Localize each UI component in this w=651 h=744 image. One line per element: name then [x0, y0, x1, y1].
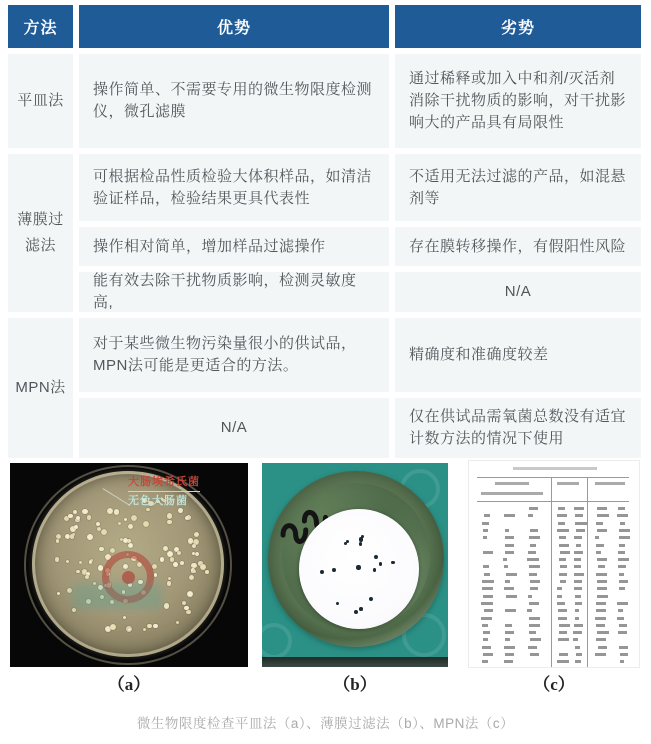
mpn-cell-mark — [619, 573, 624, 576]
filter-colony-dot — [359, 537, 363, 541]
mpn-cell-mark — [557, 587, 562, 590]
colony-dot — [173, 562, 178, 567]
membrane-cons-3-na: N/A — [395, 272, 641, 312]
mpn-cell-mark — [483, 529, 489, 532]
colony-dot — [76, 516, 80, 520]
mpn-header-mark — [557, 482, 579, 485]
mpn-cell-mark — [559, 544, 569, 547]
mpn-cell-mark — [560, 551, 570, 554]
mpn-cell-mark — [529, 536, 541, 539]
header-method: 方法 — [8, 5, 73, 48]
colony-dot — [194, 532, 199, 537]
mpn-cell-mark — [530, 580, 540, 583]
mpn-cell-mark — [573, 638, 578, 641]
colony-dot — [147, 624, 152, 629]
colony-dot — [184, 606, 189, 611]
colony-dot — [87, 515, 92, 520]
colony-dot — [188, 538, 194, 544]
mpn-cell-mark — [557, 514, 567, 517]
mpn-pros-2-na: N/A — [79, 398, 389, 458]
mpn-cell-mark — [596, 544, 605, 547]
mpn-cell-mark — [575, 522, 587, 525]
mpn-cell-mark — [482, 624, 488, 627]
mpn-cell-mark — [596, 551, 601, 554]
mpn-cell-mark — [528, 595, 532, 598]
mpn-cell-mark — [576, 529, 585, 532]
mpn-cell-mark — [598, 565, 605, 568]
colony-dot — [70, 534, 74, 538]
mpn-cell-mark — [504, 514, 515, 517]
mpn-cell-mark — [596, 522, 603, 525]
method-membrane-filtration: 薄膜过滤法 — [8, 154, 73, 312]
mpn-cell-mark — [483, 565, 489, 568]
photo-membrane-filtration — [262, 463, 448, 667]
mpn-cell-mark — [504, 646, 516, 649]
mpn-cell-mark — [595, 653, 606, 656]
mpn-cell-mark — [574, 536, 582, 539]
mpn-cell-mark — [559, 573, 567, 576]
mpn-cell-mark — [527, 558, 539, 561]
mpn-cell-mark — [505, 544, 514, 547]
mpn-cell-mark — [529, 507, 539, 510]
mpn-cell-mark — [557, 595, 562, 598]
colony-annotation — [128, 475, 200, 509]
colony-dot — [123, 616, 126, 619]
colony-dot — [74, 525, 78, 529]
mpn-table-title-mark — [513, 467, 597, 470]
mpn-cell-mark — [505, 638, 511, 641]
colony-dot — [97, 527, 101, 531]
cloth-watermark-ring — [262, 623, 292, 659]
mpn-cell-mark — [483, 536, 487, 539]
mpn-cell-mark — [618, 558, 628, 561]
plate-cons: 通过稀释或加入中和剂/灭活剂消除干扰物质的影响，对干扰影响大的产品具有局限性 — [395, 54, 641, 148]
photo-plate-method — [10, 463, 248, 667]
mpn-cell-mark — [575, 609, 580, 612]
mpn-cell-mark — [619, 580, 628, 583]
header-advantages: 优势 — [79, 5, 389, 48]
colony-dot — [186, 610, 190, 614]
mpn-cell-mark — [481, 602, 493, 605]
mpn-cell-mark — [559, 624, 570, 627]
mpn-cell-mark — [530, 587, 538, 590]
mpn-cell-mark — [530, 529, 538, 532]
mpn-cons-2: 仅在供试品需氧菌总数没有适宜计数方法的情况下使用 — [395, 398, 641, 458]
colony-dot — [99, 547, 104, 552]
mpn-cell-mark — [560, 565, 567, 568]
membrane-cons-1: 不适用无法过滤的产品，如混悬剂等 — [395, 154, 641, 221]
mpn-cell-mark — [504, 565, 509, 568]
mpn-cell-mark — [481, 617, 492, 620]
figure-caption: 微生物限度检查平皿法（a）、薄膜过滤法（b）、MPN法（c） — [136, 716, 515, 731]
colony-dot — [153, 624, 157, 628]
mpn-cell-mark — [574, 587, 582, 590]
figure-label-a: （a） — [107, 675, 151, 694]
mpn-cell-mark — [573, 631, 582, 634]
mpn-cell-mark — [597, 595, 607, 598]
plate-pros: 操作简单、不需要专用的微生物限度检测仪，微孔滤膜 — [79, 54, 389, 148]
mpn-cell-mark — [557, 660, 569, 663]
colony-dot — [205, 570, 209, 574]
mpn-cell-mark — [558, 522, 565, 525]
mpn-cell-mark — [505, 536, 515, 539]
mpn-cell-mark — [482, 660, 488, 663]
mpn-cell-mark — [530, 638, 541, 641]
mpn-cell-mark — [506, 573, 518, 576]
colony-dot — [131, 515, 137, 521]
mpn-cell-mark — [597, 529, 608, 532]
colony-dot — [167, 520, 172, 525]
mpn-cell-mark — [558, 617, 568, 620]
mpn-cell-mark — [559, 631, 567, 634]
mpn-cell-mark — [620, 522, 625, 525]
mpn-table-rule — [477, 501, 629, 502]
mpn-cell-mark — [574, 573, 584, 576]
mpn-cell-mark — [574, 580, 582, 583]
mpn-cell-mark — [575, 514, 583, 517]
membrane-pros-3: 能有效去除干扰物质影响，检测灵敏度高, — [79, 272, 389, 312]
mpn-cell-mark — [575, 646, 580, 649]
filter-colony-dot — [359, 607, 363, 611]
mpn-cell-mark — [617, 617, 624, 620]
mpn-cell-mark — [617, 514, 628, 517]
membrane-cons-2: 存在膜转移操作，有假阳性风险 — [395, 227, 641, 266]
mpn-cell-mark — [529, 631, 536, 634]
colony-dot — [164, 603, 169, 608]
mpn-cell-mark — [597, 631, 609, 634]
mpn-cell-mark — [595, 617, 606, 620]
mpn-cell-mark — [597, 507, 607, 510]
method-comparison-table — [8, 5, 641, 458]
mpn-cell-mark — [558, 507, 566, 510]
colony-dot — [163, 546, 168, 551]
mpn-cell-mark — [597, 514, 609, 517]
mpn-cell-mark — [482, 522, 489, 525]
mpn-cell-mark — [529, 602, 539, 605]
mpn-cell-mark — [530, 544, 536, 547]
colony-dot — [154, 573, 158, 577]
mpn-cell-mark — [530, 653, 540, 656]
mpn-cell-mark — [505, 580, 510, 583]
mpn-cell-mark — [575, 602, 583, 605]
mpn-cell-mark — [618, 609, 623, 612]
mpn-cell-mark — [559, 653, 568, 656]
mpn-cell-mark — [576, 653, 582, 656]
mpn-cell-mark — [504, 660, 513, 663]
mpn-cell-mark — [598, 646, 607, 649]
colony-dot — [192, 552, 195, 555]
colony-dot — [89, 560, 93, 564]
mpn-cell-mark — [506, 595, 517, 598]
mpn-cell-mark — [596, 609, 606, 612]
mpn-table-rule — [477, 477, 629, 478]
mpn-cell-mark — [484, 609, 494, 612]
filter-colony-dot — [356, 565, 360, 569]
colony-dot — [87, 534, 93, 540]
annotation-colorless-label: 无色大肠菌 — [128, 495, 188, 507]
mpn-cell-mark — [619, 536, 630, 539]
mpn-cell-mark — [559, 536, 566, 539]
mpn-cell-mark — [559, 558, 566, 561]
mpn-cell-mark — [505, 631, 515, 634]
mpn-pros-1: 对于某些微生物污染量很小的供试品，MPN法可能是更适合的方法。 — [79, 318, 389, 392]
mpn-cell-mark — [528, 646, 538, 649]
filter-colony-dot — [354, 610, 358, 614]
mpn-cell-mark — [529, 617, 540, 620]
mpn-cell-mark — [595, 536, 599, 539]
mpn-cell-mark — [482, 646, 491, 649]
figure-label-b: （b） — [333, 675, 377, 694]
colony-dot — [128, 628, 131, 631]
mpn-cell-mark — [617, 602, 628, 605]
mpn-cell-mark — [619, 529, 631, 532]
mpn-cell-mark — [575, 660, 581, 663]
mpn-cell-mark — [618, 507, 625, 510]
mpn-cell-mark — [484, 514, 490, 517]
mpn-cell-mark — [596, 624, 605, 627]
colony-dot — [200, 564, 206, 570]
mpn-cell-mark — [576, 544, 581, 547]
mpn-cell-mark — [483, 653, 493, 656]
mpn-cell-mark — [558, 609, 568, 612]
mpn-cell-mark — [483, 631, 490, 634]
colony-dot — [73, 510, 77, 514]
mpn-cell-mark — [597, 587, 608, 590]
mpn-header-mark — [595, 482, 625, 485]
mpn-cell-mark — [505, 609, 516, 612]
mpn-header-mark — [481, 492, 543, 495]
mpn-cell-mark — [528, 514, 533, 517]
mpn-cell-mark — [619, 587, 625, 590]
mpn-cell-mark — [596, 573, 607, 576]
mpn-cell-mark — [529, 565, 540, 568]
mpn-cell-mark — [618, 565, 626, 568]
figure-label-c: （c） — [533, 675, 575, 694]
mpn-table-divider — [587, 477, 588, 668]
mpn-cell-mark — [618, 631, 628, 634]
mpn-cell-mark — [483, 638, 488, 641]
photo-bottom-shadow — [262, 657, 448, 667]
mpn-cell-mark — [619, 624, 627, 627]
colony-dot — [170, 557, 175, 562]
annotation-ecoli-label: 大肠埃希氏菌 — [128, 475, 200, 492]
mpn-cell-mark — [574, 551, 582, 554]
mpn-cell-mark — [619, 646, 628, 649]
mpn-cell-mark — [574, 507, 584, 510]
colony-dot — [167, 513, 173, 519]
filter-colony-dot — [379, 562, 383, 566]
mpn-cell-mark — [560, 580, 566, 583]
photo-mpn-table — [468, 460, 640, 668]
mpn-cell-mark — [597, 580, 607, 583]
colony-dot — [160, 557, 164, 561]
mpn-cell-mark — [575, 595, 581, 598]
mpn-cell-mark — [529, 573, 537, 576]
mpn-cell-mark — [620, 653, 628, 656]
mpn-cell-mark — [527, 609, 532, 612]
mpn-cell-mark — [505, 529, 509, 532]
filter-colony-dot — [359, 542, 363, 546]
mpn-cell-mark — [505, 624, 512, 627]
mpn-cell-mark — [503, 558, 507, 561]
colony-dot — [123, 538, 128, 543]
colony-dot — [128, 543, 133, 548]
mpn-cell-mark — [558, 638, 570, 641]
colony-dot — [56, 539, 60, 543]
mpn-cell-mark — [528, 551, 536, 554]
colony-dot — [187, 591, 193, 597]
colony-dot — [182, 601, 186, 605]
mpn-cell-mark — [482, 580, 494, 583]
membrane-pros-2: 操作相对简单，增加样品过滤操作 — [79, 227, 389, 266]
mpn-cell-mark — [619, 544, 625, 547]
mpn-header-mark — [495, 482, 529, 485]
mpn-cell-mark — [484, 573, 490, 576]
colony-dot — [128, 524, 133, 529]
mpn-table-divider — [551, 477, 552, 668]
mpn-cell-mark — [575, 617, 580, 620]
mpn-cell-mark — [597, 558, 607, 561]
colony-dot — [143, 628, 146, 631]
mpn-cell-mark — [504, 587, 514, 590]
membrane-pros-1: 可根据检品性质检验大体积样品，如清洁验证样品，检验结果更具代表性 — [79, 154, 389, 221]
mpn-cell-mark — [482, 587, 493, 590]
teal-watermark — [72, 583, 162, 609]
mpn-cell-mark — [529, 624, 540, 627]
mpn-cell-mark — [505, 551, 514, 554]
mpn-cell-mark — [574, 624, 584, 627]
mpn-cell-mark — [596, 602, 606, 605]
mpn-cell-mark — [620, 660, 624, 663]
method-plate: 平皿法 — [8, 54, 73, 148]
mpn-cell-mark — [557, 529, 568, 532]
mpn-cell-mark — [618, 551, 626, 554]
mpn-cell-mark — [483, 595, 492, 598]
mpn-cell-mark — [483, 551, 493, 554]
mpn-cell-mark — [596, 638, 606, 641]
mpn-cell-mark — [505, 653, 514, 656]
mpn-cons-1: 精确度和准确度较差 — [395, 318, 641, 392]
colony-dot — [180, 561, 184, 565]
header-disadvantages: 劣势 — [395, 5, 641, 48]
mpn-cell-mark — [574, 558, 581, 561]
method-mpn: MPN法 — [8, 318, 73, 458]
mpn-cell-mark — [557, 602, 565, 605]
mpn-cell-mark — [574, 565, 581, 568]
